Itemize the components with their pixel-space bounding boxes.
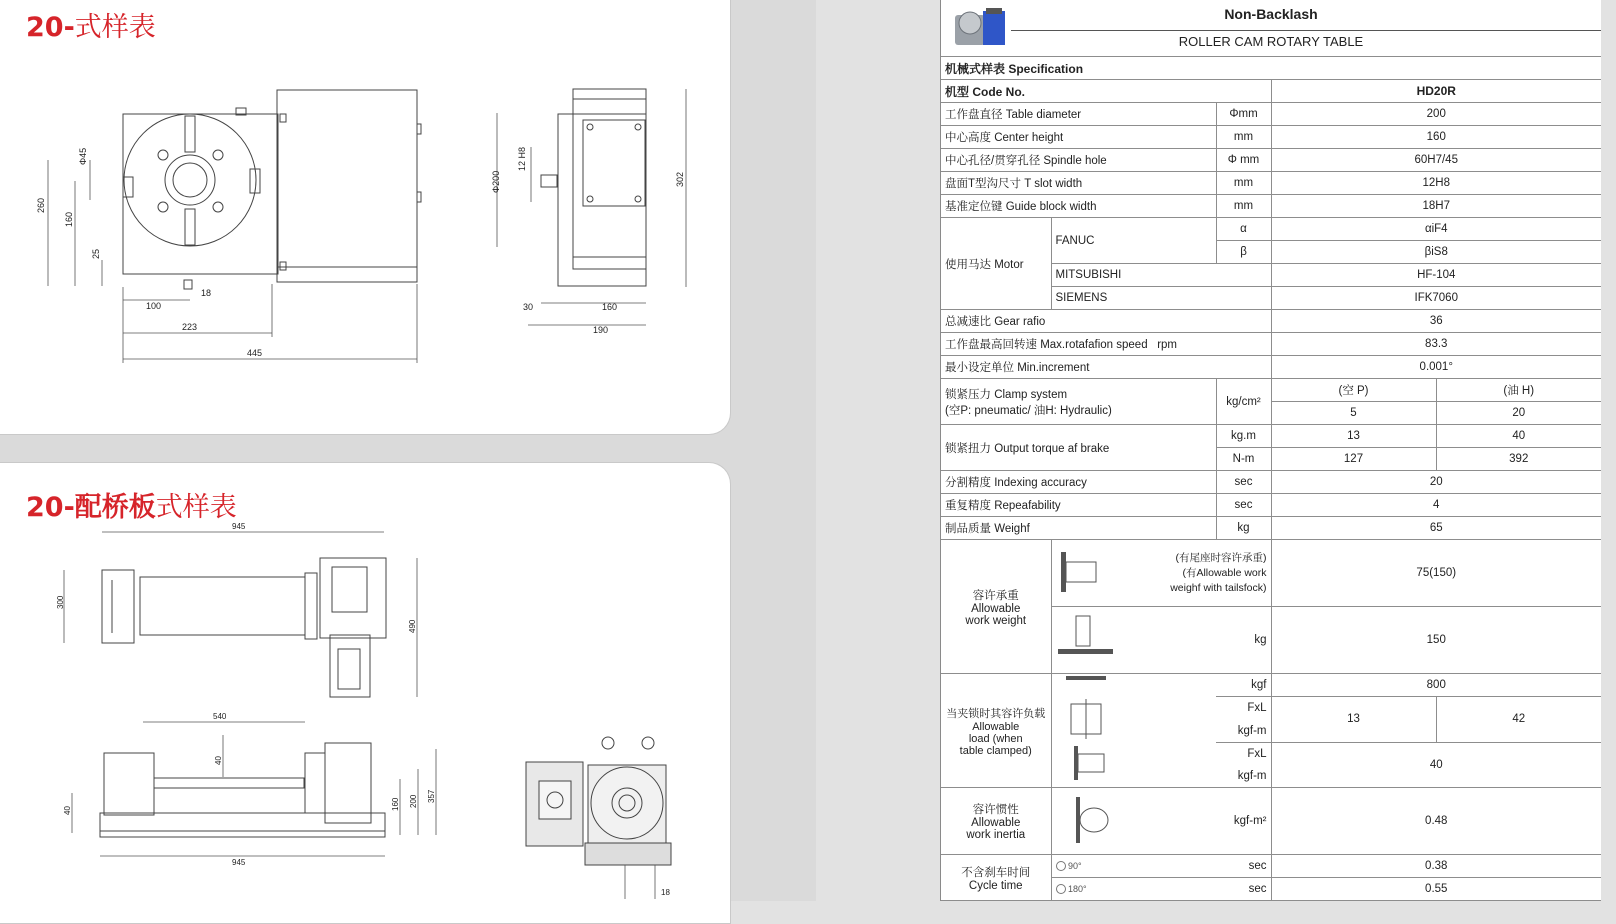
motor-siemens: SIEMENS <box>1051 287 1271 310</box>
dim-12h8: 12 H8 <box>517 146 527 171</box>
motor-siemens-value: IFK7060 <box>1271 287 1601 310</box>
row-value: 200 <box>1271 103 1601 126</box>
vertical-load-icon <box>1056 611 1116 666</box>
weight-unit: kg <box>1216 517 1271 540</box>
gear-label: 总减速比 Gear rafio <box>941 310 1271 333</box>
dim-300: 300 <box>56 595 65 609</box>
allow-load-icons <box>1051 674 1216 788</box>
load-unit5: kgf-m <box>1216 765 1271 788</box>
drawing-card-20-bridge <box>0 462 731 924</box>
allow-load-label: 当夹锁时其容许负载 Allowable load (when table clamped) <box>941 674 1051 788</box>
clamp-h-value: 20 <box>1436 402 1601 425</box>
row-unit: Φmm <box>1216 103 1271 126</box>
dim-phi200: Φ200 <box>491 170 501 193</box>
load-unit2: FxL <box>1216 697 1271 720</box>
load-unit1: kgf <box>1216 674 1271 697</box>
torque-unit2: N-m <box>1216 448 1271 471</box>
row-value: 60H7/45 <box>1271 149 1601 172</box>
load-value2b: 42 <box>1436 697 1601 743</box>
increment-label: 最小设定单位 Min.increment <box>941 356 1271 379</box>
dim-25: 25 <box>91 248 101 259</box>
clamp-unit: kg/cm² <box>1216 379 1271 425</box>
row-label: 中心孔径/贯穿孔径 Spindle hole <box>941 149 1216 172</box>
card-title: 20-式样表 <box>26 12 156 43</box>
dim-18b: 18 <box>661 888 670 897</box>
torque-v2a: 127 <box>1271 448 1436 471</box>
model-label: 机型 Code No. <box>941 80 1271 103</box>
allow-weight-value1: 75(150) <box>1271 540 1601 607</box>
dim-540: 540 <box>213 712 227 721</box>
specification-sheet <box>940 0 1601 901</box>
row-unit: Φ mm <box>1216 149 1271 172</box>
dim-445: 445 <box>247 348 263 358</box>
weight-label: 制品质量 Weighf <box>941 517 1216 540</box>
allow-weight-label: 容许承重 Allowable work weight <box>941 540 1051 674</box>
model-value: HD20R <box>1271 80 1601 103</box>
allow-weight-icon-cell2 <box>1051 607 1161 674</box>
torque-v1b: 40 <box>1436 425 1601 448</box>
cycle-angle1: 90° <box>1051 855 1216 878</box>
cycle-angle2: 180° <box>1051 878 1216 901</box>
spec-header <box>941 0 1601 57</box>
motor-label: 使用马达 Motor <box>941 218 1051 310</box>
row-value: 160 <box>1271 126 1601 149</box>
row-label: 盘面T型沟尺寸 T slot width <box>941 172 1216 195</box>
cycle-unit2: sec <box>1216 878 1271 901</box>
row-value: 18H7 <box>1271 195 1601 218</box>
motor-alpha-value: αiF4 <box>1271 218 1601 241</box>
clamp-label: 锁紧压力 Clamp system (空P: pneumatic/ 油H: Hydraulic) <box>941 379 1216 425</box>
dim-490: 490 <box>408 619 417 633</box>
dim-260: 260 <box>36 197 46 213</box>
load-diagram-icon <box>1056 674 1116 784</box>
dim-phi45: Φ45 <box>78 147 88 165</box>
dim-100: 100 <box>146 301 162 311</box>
clamp-p-head: (空 P) <box>1271 379 1436 402</box>
technical-drawing-bridge <box>0 463 730 923</box>
dim-190: 190 <box>593 325 609 335</box>
motor-alpha: α <box>1216 218 1271 241</box>
spec-table <box>941 0 1601 901</box>
technical-drawing-front <box>0 0 730 434</box>
torque-v1a: 13 <box>1271 425 1436 448</box>
row-unit: mm <box>1216 195 1271 218</box>
load-value2a: 13 <box>1271 697 1436 743</box>
motor-fanuc: FANUC <box>1051 218 1216 264</box>
motor-beta: β <box>1216 241 1271 264</box>
dim-302: 302 <box>675 171 685 187</box>
clamp-h-head: (油 H) <box>1436 379 1601 402</box>
cycle-value1: 0.38 <box>1271 855 1601 878</box>
cycle-unit1: sec <box>1216 855 1271 878</box>
motor-mitsubishi-value: HF-104 <box>1271 264 1601 287</box>
load-value1: 800 <box>1271 674 1601 697</box>
dim-160c: 160 <box>391 797 400 811</box>
dim-40b: 40 <box>63 806 72 815</box>
allow-weight-unit2: kg <box>1161 607 1271 674</box>
cycle-label: 不含刹车时间 Cycle time <box>941 855 1051 901</box>
gear-value: 36 <box>1271 310 1601 333</box>
repeat-label: 重复精度 Repeafability <box>941 494 1216 517</box>
speed-value: 83.3 <box>1271 333 1601 356</box>
inertia-icon-cell <box>1051 788 1216 855</box>
dim-40: 40 <box>214 756 223 765</box>
row-label: 中心高度 Center height <box>941 126 1216 149</box>
allow-weight-value2: 150 <box>1271 607 1601 674</box>
dim-223: 223 <box>182 322 198 332</box>
dim-945b: 945 <box>232 858 246 867</box>
header-title: Non-Backlash <box>1224 6 1318 22</box>
row-label: 基准定位键 Guide block width <box>941 195 1216 218</box>
dim-357: 357 <box>427 789 436 803</box>
repeat-unit: sec <box>1216 494 1271 517</box>
load-unit4: FxL <box>1216 742 1271 765</box>
inertia-icon <box>1056 792 1116 847</box>
dim-200: 200 <box>409 794 418 808</box>
drawing-card-20 <box>0 0 731 435</box>
weight-value: 65 <box>1271 517 1601 540</box>
indexing-unit: sec <box>1216 471 1271 494</box>
speed-label: 工作盘最高回转速 Max.rotafafion speed rpm <box>941 333 1271 356</box>
clamp-p-value: 5 <box>1271 402 1436 425</box>
torque-label: 锁紧扭力 Output torque af brake <box>941 425 1216 471</box>
load-value3: 40 <box>1271 742 1601 788</box>
torque-v2b: 392 <box>1436 448 1601 471</box>
inertia-label: 容许惯性 Allowable work inertia <box>941 788 1051 855</box>
row-unit: mm <box>1216 126 1271 149</box>
allow-weight-icon-cell <box>1051 540 1161 607</box>
row-label: 工作盘直径 Table diameter <box>941 103 1216 126</box>
card-title-2: 20-配桥板式样表 <box>26 492 237 523</box>
increment-value: 0.001° <box>1271 356 1601 379</box>
motor-mitsubishi: MITSUBISHI <box>1051 264 1271 287</box>
speed-unit: rpm <box>1157 339 1177 351</box>
allow-weight-desc: (有尾座时容许承重) (有Allowable work weighf with tailsfock) <box>1161 540 1271 607</box>
inertia-value: 0.48 <box>1271 788 1601 855</box>
header-subtitle: ROLLER CAM ROTARY TABLE <box>1178 34 1364 49</box>
row-value: 12H8 <box>1271 172 1601 195</box>
tailstock-icon <box>1056 547 1106 597</box>
dim-945: 945 <box>232 522 246 531</box>
indexing-label: 分割精度 Indexing accuracy <box>941 471 1216 494</box>
torque-unit1: kg.m <box>1216 425 1271 448</box>
dim-160: 160 <box>64 211 74 227</box>
motor-beta-value: βiS8 <box>1271 241 1601 264</box>
dim-160b: 160 <box>602 302 618 312</box>
section-title: 机械式样表 Specification <box>941 57 1601 80</box>
dim-18: 18 <box>201 288 212 298</box>
dim-30: 30 <box>523 302 534 312</box>
row-unit: mm <box>1216 172 1271 195</box>
cycle-value2: 0.55 <box>1271 878 1601 901</box>
load-unit3: kgf-m <box>1216 720 1271 743</box>
inertia-unit: kgf-m² <box>1216 788 1271 855</box>
repeat-value: 4 <box>1271 494 1601 517</box>
indexing-value: 20 <box>1271 471 1601 494</box>
